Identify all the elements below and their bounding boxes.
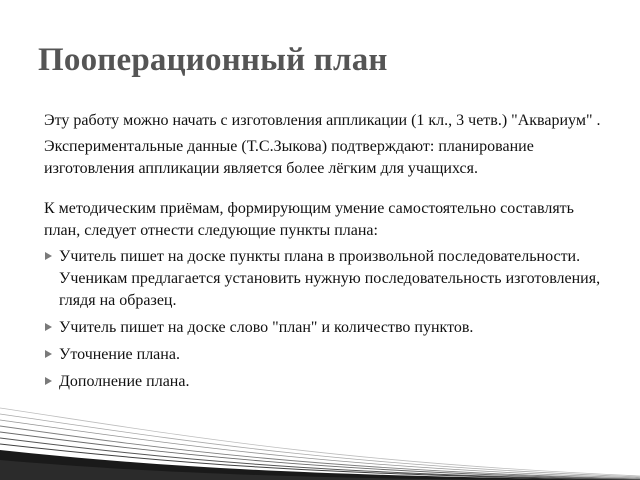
bullet-item <box>44 344 614 366</box>
slide-title: Пооперационный план <box>38 42 388 78</box>
bullet-list <box>44 246 614 393</box>
arrow-bullet-icon <box>45 323 52 331</box>
bullet-item <box>44 246 614 312</box>
bullet-text: Учитель пишет на доске слово "план" и количество пунктов. <box>59 319 474 336</box>
paragraph-intro: Эту работу можно начать с изготовления аппликации (1 кл., 3 четв.) "Аквариум" . <box>44 112 601 129</box>
bullet-item <box>44 317 614 339</box>
arrow-bullet-icon <box>45 252 52 260</box>
bullet-text: Дополнение плана. <box>59 373 190 390</box>
slide-content <box>44 110 614 398</box>
paragraph-methods: К методическим приёмам, формирующим умение самостоятельно составлять план, следует отнести следующие пункты плана: <box>44 200 574 239</box>
bullet-text: Учитель пишет на доске пункты плана в произвольной последовательности. Ученикам предлагается установить нужную последовательность изготовления, глядя на образец. <box>59 248 601 309</box>
decorative-swoosh <box>0 380 640 480</box>
arrow-bullet-icon <box>45 350 52 358</box>
paragraph-experiment: Экспериментальные данные (Т.С.Зыкова) подтверждают: планирование изготовления аппликации является более лёгким для учащихся. <box>44 138 534 177</box>
bullet-text: Уточнение плана. <box>59 346 180 363</box>
